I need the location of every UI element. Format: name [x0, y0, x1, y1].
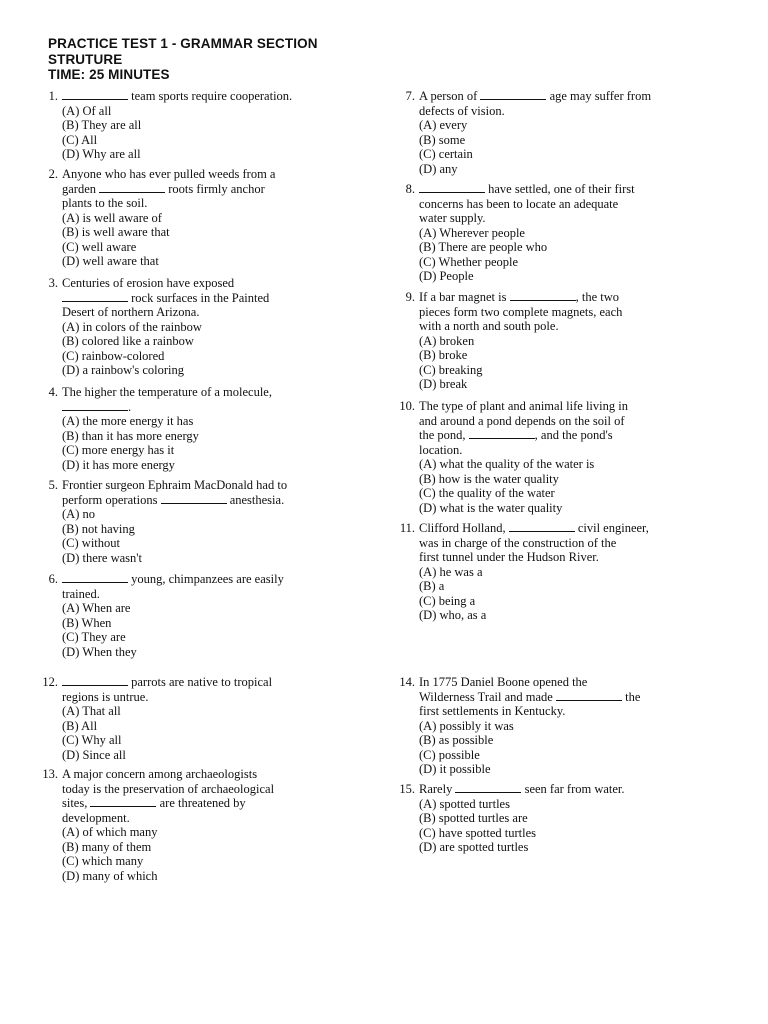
answer-option-d: (D) well aware that [62, 254, 159, 268]
question-12 [36, 675, 272, 762]
stem-text: the pond, [419, 428, 469, 442]
answer-option-b: (B) some [419, 132, 466, 147]
question-13 [36, 767, 274, 883]
question-number: 14. [399, 675, 415, 689]
question-stem-line [62, 811, 274, 826]
answer-option-a: (A) no [62, 507, 95, 521]
question-stem-line [419, 89, 651, 104]
question-2 [36, 167, 275, 269]
question-7 [393, 89, 651, 176]
stem-text: seen far from water. [521, 782, 625, 796]
question-stem-line [419, 536, 649, 551]
question-stem-line [62, 572, 284, 587]
answer-blank [62, 675, 128, 686]
stem-text: was in charge of the construction of the [419, 535, 617, 550]
stem-text: civil engineer, [574, 521, 649, 535]
question-11 [393, 521, 649, 623]
answer-blank [480, 89, 546, 100]
question-number: 12. [42, 675, 58, 689]
question-number: 11. [399, 521, 415, 535]
stem-text: have settled, one of their first [485, 182, 635, 196]
answer-option-b: (B) than it has more energy [62, 428, 199, 443]
question-stem-line [419, 675, 640, 690]
answer-option-a: (A) possibly it was [419, 718, 514, 733]
question-stem-line [62, 291, 269, 306]
answer-option-b: (B) broke [419, 348, 468, 362]
question-15 [393, 782, 625, 855]
stem-text: The higher the temperature of a molecule, [62, 385, 272, 399]
question-10 [393, 399, 628, 515]
answer-blank [99, 182, 165, 193]
question-3 [36, 276, 269, 378]
answer-option-b: (B) All [62, 718, 98, 733]
answer-option-a: (A) in colors of the rainbow [62, 319, 202, 334]
question-stem-line [62, 690, 272, 705]
question-6 [36, 572, 284, 659]
question-stem-line [419, 197, 635, 212]
question-stem-line [419, 550, 649, 565]
stem-text: garden [62, 181, 100, 196]
question-number: 10. [399, 399, 415, 413]
answer-option-d: (D) any [419, 161, 458, 176]
question-stem-line [62, 182, 275, 197]
question-number: 4. [48, 385, 58, 399]
question-5 [36, 478, 287, 565]
section-name: STRUTURE [48, 51, 123, 67]
answer-blank [161, 493, 227, 504]
answer-option-a: (A) spotted turtles [419, 796, 510, 811]
question-stem-line [419, 104, 651, 119]
answer-blank [62, 89, 128, 100]
answer-option-a: (A) he was a [419, 564, 483, 579]
stem-text: team sports require cooperation. [128, 89, 293, 103]
stem-text: location. [419, 442, 463, 457]
test-header [48, 36, 318, 83]
question-stem-line [62, 675, 272, 690]
answer-option-c: (C) breaking [419, 362, 483, 377]
answer-option-b: (B) There are people who [419, 240, 548, 254]
question-number: 8. [405, 182, 415, 196]
answer-option-a: (A) is well aware of [62, 210, 162, 225]
stem-text: parrots are native to tropical [128, 675, 273, 689]
stem-text: A major concern among archaeologists [62, 767, 258, 781]
stem-text: are threatened by [156, 796, 246, 810]
question-9 [393, 290, 622, 392]
answer-option-a: (A) what the quality of the water is [419, 457, 595, 471]
answer-blank [62, 400, 128, 411]
question-stem-line [419, 182, 635, 197]
question-stem-line [419, 782, 625, 797]
answer-option-c: (C) more energy has it [62, 443, 175, 457]
question-stem-line [62, 782, 274, 797]
answer-option-b: (B) spotted turtles are [419, 811, 528, 825]
answer-option-a: (A) of which many [62, 825, 158, 839]
answer-option-c: (C) possible [419, 747, 480, 762]
question-stem-line [62, 796, 274, 811]
stem-text: Centuries of erosion have exposed [62, 276, 235, 290]
stem-text: If a bar magnet is [419, 290, 510, 304]
question-number: 15. [399, 782, 415, 796]
answer-option-c: (C) well aware [62, 239, 137, 254]
answer-option-a: (A) every [419, 118, 468, 132]
question-stem-line [62, 767, 274, 782]
stem-text: today is the preservation of archaeological [62, 781, 275, 796]
answer-option-c: (C) have spotted turtles [419, 825, 536, 840]
answer-blank [469, 428, 535, 439]
answer-option-d: (D) what is the water quality [419, 500, 563, 515]
stem-text: with a north and south pole. [419, 319, 559, 333]
answer-option-b: (B) many of them [62, 839, 152, 854]
question-stem-line [62, 493, 287, 508]
answer-option-d: (D) People [419, 269, 474, 283]
question-number: 1. [48, 89, 58, 103]
question-stem-line [62, 89, 292, 104]
answer-option-b: (B) They are all [62, 118, 142, 132]
stem-text: Frontier surgeon Ephraim MacDonald had to [62, 478, 288, 492]
answer-option-a: (A) Of all [62, 103, 112, 118]
stem-text: Wilderness Trail and made [419, 689, 556, 704]
answer-option-c: (C) which many [62, 854, 144, 868]
stem-text: Rarely [419, 782, 456, 796]
stem-text: defects of vision. [419, 103, 505, 118]
question-stem-line [419, 521, 649, 536]
answer-option-b: (B) colored like a rainbow [62, 334, 194, 348]
answer-option-c: (C) rainbow-colored [62, 348, 165, 363]
question-stem-line [62, 276, 269, 291]
answer-option-d: (D) it possible [419, 762, 491, 776]
stem-text: regions is untrue. [62, 689, 149, 704]
answer-option-d: (D) are spotted turtles [419, 840, 529, 854]
question-stem-line [419, 704, 640, 719]
stem-text: Clifford Holland, [419, 521, 509, 535]
question-stem-line [419, 211, 635, 226]
question-number: 13. [42, 767, 58, 781]
question-number: 5. [48, 478, 58, 492]
answer-option-c: (C) All [62, 132, 98, 147]
answer-option-d: (D) Why are all [62, 147, 141, 161]
answer-blank [509, 521, 575, 532]
question-number: 6. [48, 572, 58, 586]
question-number: 3. [48, 276, 58, 290]
answer-option-d: (D) When they [62, 644, 137, 659]
answer-option-c: (C) They are [62, 630, 126, 644]
stem-text: concerns has been to locate an adequate [419, 196, 619, 211]
answer-option-c: (C) Why all [62, 733, 122, 747]
answer-option-c: (C) without [62, 536, 120, 550]
stem-text: , and the pond's [534, 428, 613, 442]
answer-blank [62, 291, 128, 302]
stem-text: first tunnel under the Hudson River. [419, 550, 599, 564]
stem-text: A person of [419, 89, 481, 103]
test-title: PRACTICE TEST 1 - GRAMMAR SECTION [48, 36, 318, 51]
stem-text: rock surfaces in the Painted [128, 290, 270, 305]
question-number: 9. [405, 290, 415, 304]
question-stem-line [62, 305, 269, 320]
answer-option-b: (B) how is the water quality [419, 471, 559, 486]
stem-text: trained. [62, 586, 100, 601]
answer-option-c: (C) being a [419, 593, 476, 608]
question-stem-line [419, 690, 640, 705]
question-stem-line [62, 385, 272, 400]
question-stem-line [419, 319, 622, 334]
answer-option-d: (D) many of which [62, 868, 158, 883]
answer-option-a: (A) the more energy it has [62, 414, 194, 428]
question-stem-line [62, 167, 275, 182]
answer-option-c: (C) the quality of the water [419, 486, 555, 500]
stem-text: sites, [62, 796, 91, 810]
stem-text: . [128, 399, 132, 414]
question-stem-line [419, 305, 622, 320]
stem-text: young, chimpanzees are easily [128, 572, 284, 586]
question-stem-line [62, 587, 284, 602]
answer-option-b: (B) not having [62, 521, 135, 536]
answer-option-b: (B) as possible [419, 733, 494, 747]
stem-text: Desert of northern Arizona. [62, 305, 200, 319]
question-stem-line [419, 399, 628, 414]
answer-option-d: (D) break [419, 377, 468, 391]
stem-text: first settlements in Kentucky. [419, 704, 566, 718]
stem-text: development. [62, 810, 130, 825]
question-stem-line [419, 443, 628, 458]
stem-text: the [621, 689, 641, 704]
question-stem-line [62, 400, 272, 415]
answer-blank [90, 796, 156, 807]
stem-text: plants to the soil. [62, 196, 148, 210]
answer-blank [419, 182, 485, 193]
stem-text: perform operations [62, 492, 161, 507]
answer-blank [62, 572, 128, 583]
stem-text: In 1775 Daniel Boone opened the [419, 675, 588, 689]
answer-option-a: (A) Wherever people [419, 225, 525, 240]
question-stem-line [419, 290, 622, 305]
answer-option-c: (C) certain [419, 147, 473, 161]
stem-text: water supply. [419, 211, 486, 225]
question-stem-line [419, 414, 628, 429]
answer-blank [510, 290, 576, 301]
stem-text: pieces form two complete magnets, each [419, 304, 623, 319]
stem-text: roots firmly anchor [165, 181, 265, 196]
stem-text: age may suffer from [546, 89, 652, 103]
question-14 [393, 675, 640, 777]
stem-text: and around a pond depends on the soil of [419, 413, 625, 428]
answer-option-d: (D) there wasn't [62, 550, 142, 565]
stem-text: anesthesia. [226, 492, 285, 507]
answer-option-d: (D) who, as a [419, 608, 487, 622]
answer-blank [455, 782, 521, 793]
question-number: 2. [48, 167, 58, 181]
stem-text: Anyone who has ever pulled weeds from a [62, 167, 276, 181]
answer-option-b: (B) is well aware that [62, 225, 170, 239]
question-stem-line [419, 428, 628, 443]
answer-option-b: (B) a [419, 579, 445, 593]
question-number: 7. [405, 89, 415, 103]
time-limit: TIME: 25 MINUTES [48, 67, 170, 82]
answer-blank [556, 690, 622, 701]
stem-text: The type of plant and animal life living in [419, 399, 628, 413]
answer-option-d: (D) a rainbow's coloring [62, 363, 185, 377]
answer-option-c: (C) Whether people [419, 254, 519, 269]
question-4 [36, 385, 272, 472]
answer-option-d: (D) it has more energy [62, 457, 175, 472]
answer-option-d: (D) Since all [62, 747, 126, 762]
question-stem-line [62, 196, 275, 211]
answer-option-a: (A) broken [419, 333, 475, 348]
question-8 [393, 182, 635, 284]
answer-option-a: (A) That all [62, 704, 121, 718]
question-1 [36, 89, 292, 162]
question-stem-line [62, 478, 287, 493]
answer-option-b: (B) When [62, 615, 112, 630]
stem-text: , the two [575, 290, 619, 304]
answer-option-a: (A) When are [62, 601, 131, 615]
